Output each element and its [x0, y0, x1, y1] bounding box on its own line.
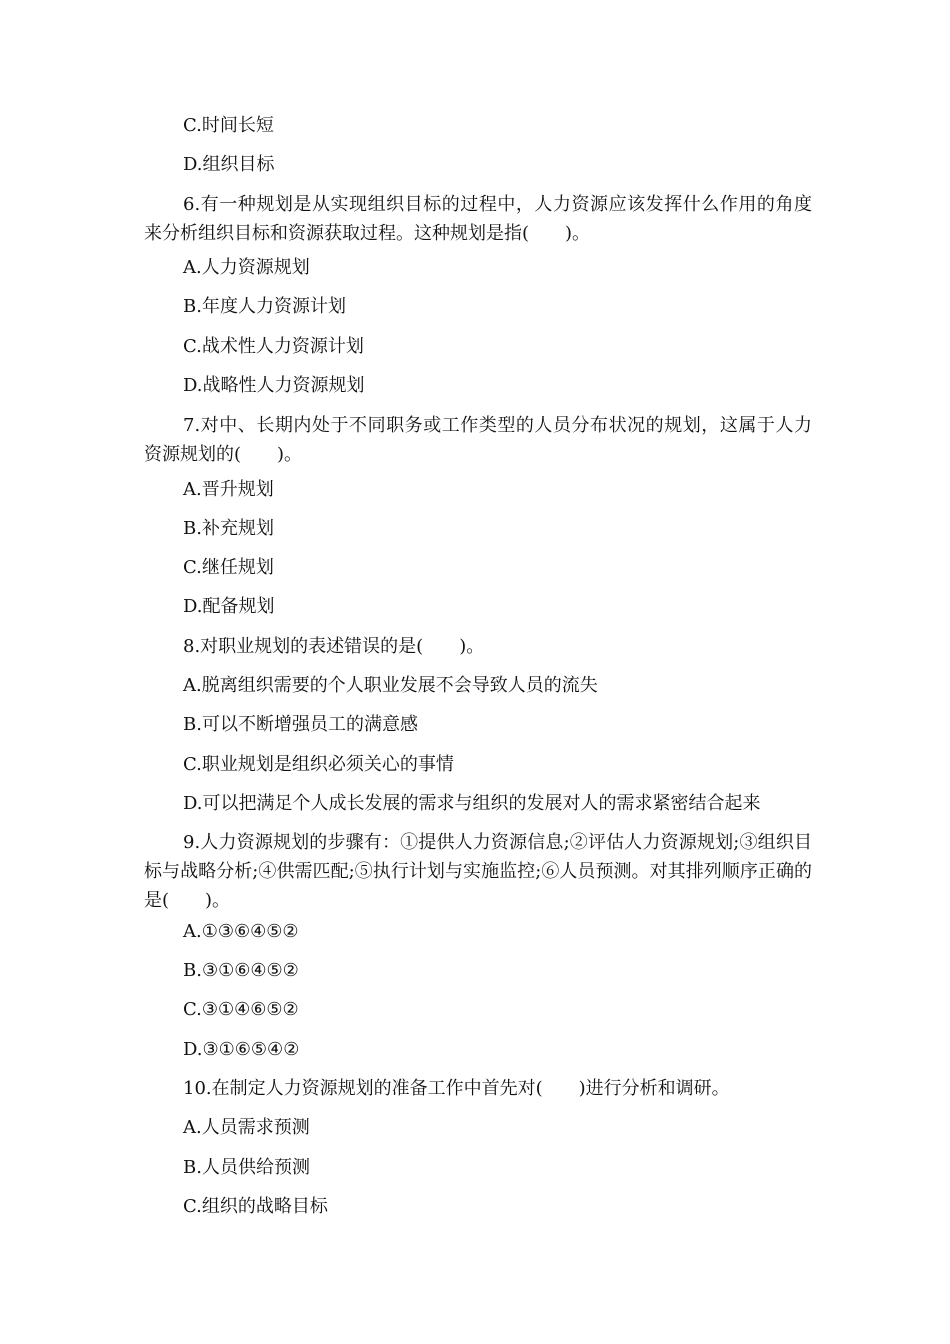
q9-option-d: D.③①⑥⑤④② — [183, 1039, 300, 1060]
q6-option-c: C.战术性人力资源计划 — [183, 336, 364, 357]
q10-option-b: B.人员供给预测 — [183, 1157, 310, 1178]
q6-option-d: D.战略性人力资源规划 — [183, 375, 365, 396]
option-d-org-goal: D.组织目标 — [183, 154, 275, 175]
q8-option-c: C.职业规划是组织必须关心的事情 — [183, 754, 454, 775]
q7-option-c: C.继任规划 — [183, 557, 274, 578]
q10-option-c: C.组织的战略目标 — [183, 1196, 328, 1217]
q7-option-a: A.晋升规划 — [183, 479, 274, 500]
q9-option-c: C.③①④⑥⑤② — [183, 999, 299, 1020]
q6-option-a: A.人力资源规划 — [183, 257, 310, 278]
question-10: 10.在制定人力资源规划的准备工作中首先对( )进行分析和调研。 — [183, 1078, 730, 1099]
q9-option-b: B.③①⑥④⑤② — [183, 960, 299, 981]
q6-option-b: B.年度人力资源计划 — [183, 296, 346, 317]
q10-option-a: A.人员需求预测 — [183, 1117, 310, 1138]
q7-option-d: D.配备规划 — [183, 596, 275, 617]
q9-option-a: A.①③⑥④⑤② — [183, 921, 299, 942]
question-8: 8.对职业规划的表述错误的是( )。 — [183, 636, 485, 657]
q7-option-b: B.补充规划 — [183, 518, 274, 539]
question-6: 6.有一种规划是从实现组织目标的过程中，人力资源应该发挥什么作用的角度来分析组织目标和资源获取过程。这种规划是指( )。 — [144, 194, 812, 244]
question-7: 7.对中、长期内处于不同职务或工作类型的人员分布状况的规划，这属于人力资源规划的( )。 — [144, 415, 812, 465]
q8-option-b: B.可以不断增强员工的满意感 — [183, 714, 418, 735]
question-9: 9.人力资源规划的步骤有：①提供人力资源信息;②评估人力资源规划;③组织目标与战略分析;④供需匹配;⑤执行计划与实施监控;⑥人员预测。对其排列顺序正确的是( )。 — [144, 832, 812, 911]
q8-option-d: D.可以把满足个人成长发展的需求与组织的发展对人的需求紧密结合起来 — [183, 793, 761, 814]
q8-option-a: A.脱离组织需要的个人职业发展不会导致人员的流失 — [183, 675, 598, 696]
option-c-time-length: C.时间长短 — [183, 115, 274, 136]
